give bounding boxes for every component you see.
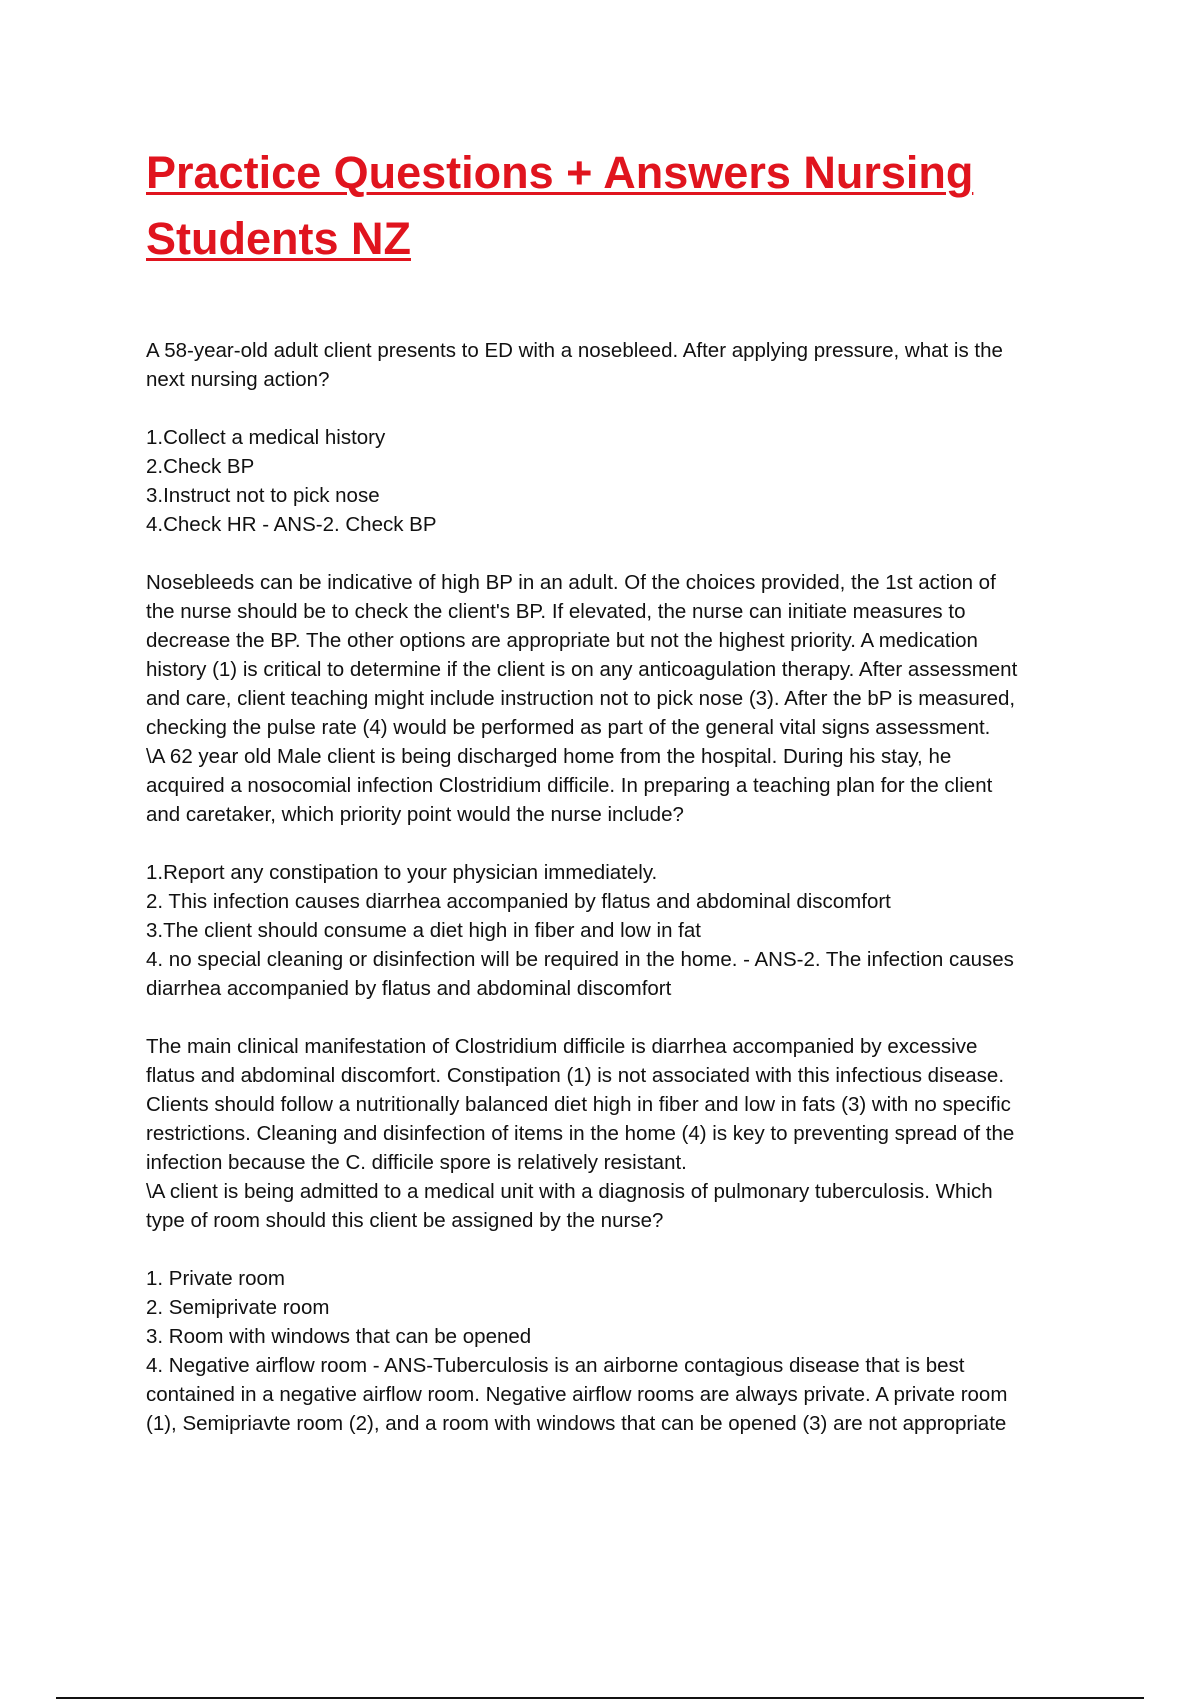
- text-line: checking the pulse rate (4) would be performed as part of the general vital signs assessment.: [146, 716, 991, 739]
- text-line: next nursing action?: [146, 368, 330, 391]
- text-line: type of room should this client be assigned by the nurse?: [146, 1209, 664, 1232]
- option-line: (1), Semipriavte room (2), and a room with windows that can be opened (3) are not appropriate: [146, 1412, 1007, 1435]
- document-page: [146, 140, 1096, 1438]
- option-line: 2.Check BP: [146, 455, 255, 478]
- text-line: and care, client teaching might include instruction not to pick nose (3). After the bP is measured,: [146, 687, 1016, 710]
- text-line: infection because the C. difficile spore is relatively resistant.: [146, 1151, 687, 1174]
- question-3-options: [146, 1264, 1096, 1438]
- option-line: 4. Negative airflow room - ANS-Tuberculosis is an airborne contagious disease that is best: [146, 1354, 965, 1377]
- question-1-stem: [146, 336, 1096, 394]
- footer-divider: [56, 1697, 1144, 1699]
- text-line: acquired a nosocomial infection Clostridium difficile. In preparing a teaching plan for the client: [146, 774, 993, 797]
- option-line: 1.Collect a medical history: [146, 426, 386, 449]
- option-line: diarrhea accompanied by flatus and abdominal discomfort: [146, 977, 672, 1000]
- text-line: A 58-year-old adult client presents to ED with a nosebleed. After applying pressure, what is the: [146, 339, 1003, 362]
- text-line: Nosebleeds can be indicative of high BP in an adult. Of the choices provided, the 1st action of: [146, 571, 996, 594]
- option-line: 3. Room with windows that can be opened: [146, 1325, 532, 1348]
- option-line: 1.Report any constipation to your physician immediately.: [146, 861, 658, 884]
- question-2-rationale: [146, 1032, 1096, 1177]
- text-line: and caretaker, which priority point would the nurse include?: [146, 803, 684, 826]
- question-3-stem: [146, 1177, 1096, 1235]
- question-2-options: [146, 858, 1096, 1003]
- option-line: 3.The client should consume a diet high in fiber and low in fat: [146, 919, 701, 942]
- question-1-rationale: [146, 568, 1096, 742]
- text-line: restrictions. Cleaning and disinfection of items in the home (4) is key to preventing spread of the: [146, 1122, 1015, 1145]
- text-line: \A client is being admitted to a medical unit with a diagnosis of pulmonary tuberculosis. Which: [146, 1180, 993, 1203]
- text-line: flatus and abdominal discomfort. Constipation (1) is not associated with this infectious disease.: [146, 1064, 1005, 1087]
- option-line: 4.Check HR - ANS-2. Check BP: [146, 513, 437, 536]
- option-line: contained in a negative airflow room. Negative airflow rooms are always private. A private room: [146, 1383, 1008, 1406]
- question-1-options: [146, 423, 1096, 539]
- option-line: 3.Instruct not to pick nose: [146, 484, 380, 507]
- option-line: 2. This infection causes diarrhea accompanied by flatus and abdominal discomfort: [146, 890, 891, 913]
- document-body: [146, 336, 1096, 1438]
- option-line: 2. Semiprivate room: [146, 1296, 330, 1319]
- option-line: 1. Private room: [146, 1267, 285, 1290]
- title-line-1: Practice Questions + Answers Nursing: [146, 147, 974, 198]
- text-line: \A 62 year old Male client is being discharged home from the hospital. During his stay, he: [146, 745, 952, 768]
- text-line: decrease the BP. The other options are appropriate but not the highest priority. A medication: [146, 629, 978, 652]
- question-2-stem: [146, 742, 1096, 829]
- text-line: the nurse should be to check the client's BP. If elevated, the nurse can initiate measures to: [146, 600, 966, 623]
- text-line: The main clinical manifestation of Clostridium difficile is diarrhea accompanied by excessive: [146, 1035, 978, 1058]
- text-line: Clients should follow a nutritionally balanced diet high in fiber and low in fats (3) with no specific: [146, 1093, 1011, 1116]
- page-title: [146, 140, 1096, 272]
- title-line-2: Students NZ: [146, 213, 411, 264]
- text-line: history (1) is critical to determine if the client is on any anticoagulation therapy. After assessment: [146, 658, 1018, 681]
- option-line: 4. no special cleaning or disinfection will be required in the home. - ANS-2. The infection causes: [146, 948, 1014, 971]
